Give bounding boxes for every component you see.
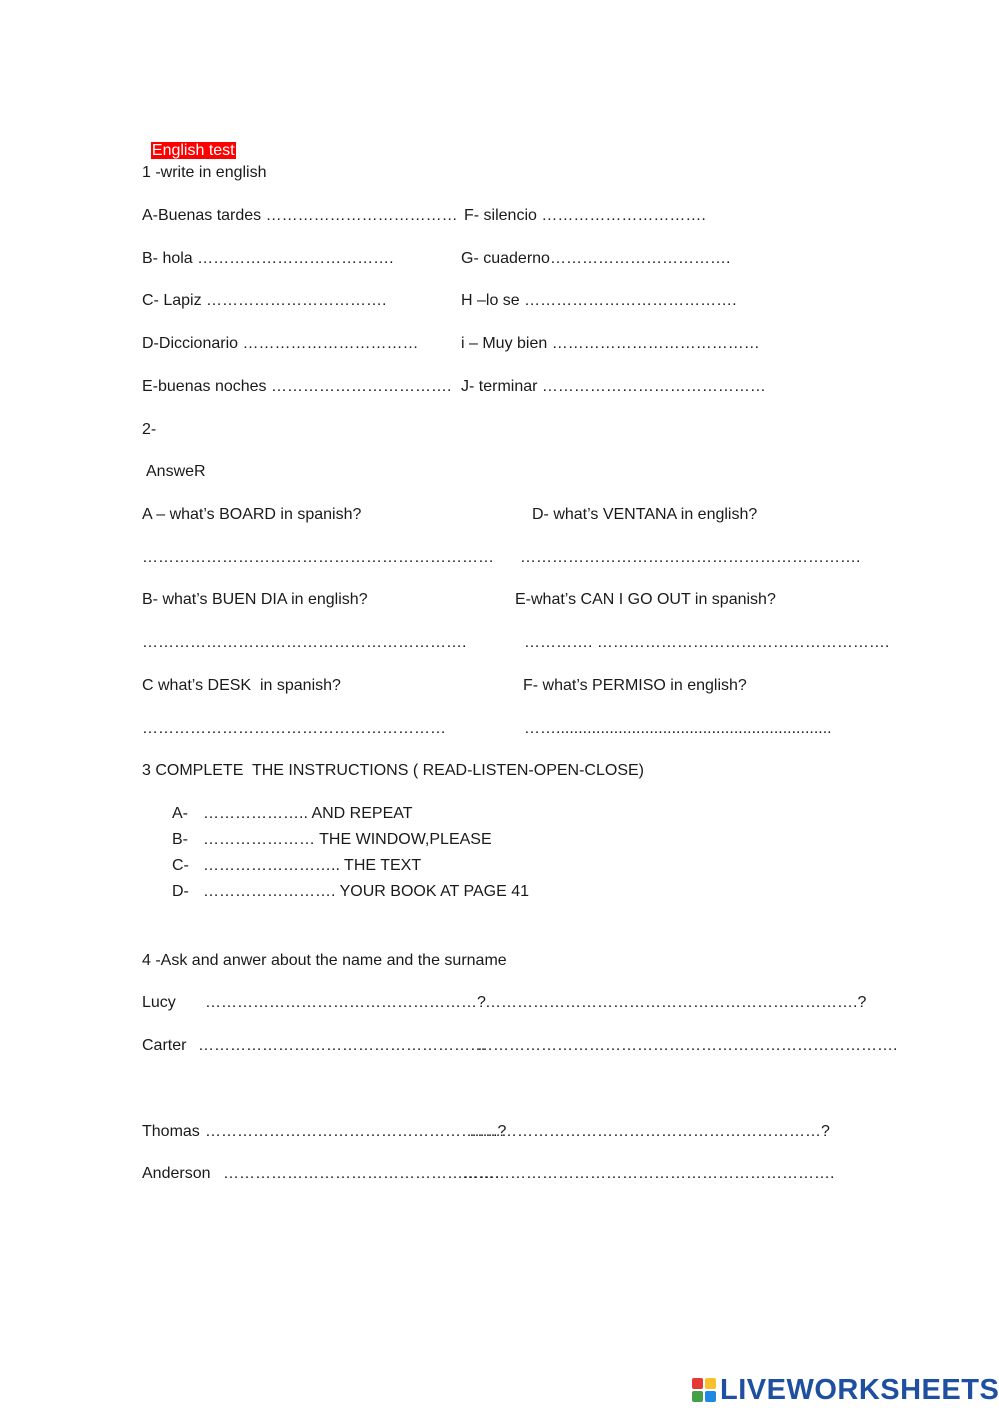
instruction-text-b: ………………… THE WINDOW,PLEASE: [203, 831, 492, 848]
logo-block-yellow: [705, 1378, 716, 1389]
question-e: E-what’s CAN I GO OUT in spanish?: [515, 591, 776, 608]
instruction-letter-c: C-: [172, 857, 189, 874]
page-title-text: English test: [151, 142, 235, 159]
section2-number: 2-: [142, 421, 157, 438]
instruction-letter-a: A-: [172, 805, 188, 822]
question-c: C what’s DESK in spanish?: [142, 677, 341, 694]
section1-heading: 1 -write in english: [142, 164, 267, 181]
page-title: [142, 121, 236, 161]
answer-blank-anderson: …………………………………………………………….: [462, 1165, 835, 1182]
name-thomas: Thomas: [142, 1123, 200, 1140]
answer-blank-f: ……..............................................................: [524, 720, 832, 737]
section1-right-j: J- terminar ……………………………………: [461, 378, 766, 395]
name-carter: Carter: [142, 1037, 187, 1054]
question-blank-lucy: ……………………………………………?: [205, 994, 486, 1011]
section1-right-h: H –lo se ………………………………….: [461, 292, 737, 309]
logo-block-green: [692, 1391, 703, 1402]
instruction-letter-d: D-: [172, 883, 189, 900]
section2-heading: AnsweR: [146, 463, 206, 480]
answer-blank-carter: …………………………………………………………………….: [477, 1037, 898, 1054]
section1-left-e: E-buenas noches …………………………….: [142, 378, 452, 395]
answer-blank-e: …………. ……………………………………………….: [524, 634, 890, 651]
section3-heading: 3 COMPLETE THE INSTRUCTIONS ( READ-LISTEN-OPEN-CLOSE): [142, 762, 644, 779]
liveworksheets-blocks-icon: [692, 1378, 716, 1402]
section1-left-c: C- Lapiz …………………………….: [142, 292, 387, 309]
question-blank-thomas: ……………………………………………….?: [205, 1123, 507, 1140]
answer-blank-a: …………………………………………………………: [142, 549, 494, 566]
name-anderson: Anderson: [142, 1165, 211, 1182]
question-f: F- what’s PERMISO in english?: [523, 677, 747, 694]
section1-left-b: B- hola ……………………………….: [142, 250, 394, 267]
section1-left-a: A-Buenas tardes ………………………………: [142, 207, 458, 224]
section1-right-i: i – Muy bien …………………………………: [461, 335, 760, 352]
section1-right-f: F- silencio ………………………….: [464, 207, 706, 224]
question-d: D- what’s VENTANA in english?: [532, 506, 758, 523]
question-a: A – what’s BOARD in spanish?: [142, 506, 362, 523]
instruction-letter-b: B-: [172, 831, 188, 848]
liveworksheets-logo[interactable]: [692, 1376, 999, 1404]
answer-blank-thomas: …………………………………………………………?: [469, 1123, 830, 1140]
section4-heading: 4 -Ask and anwer about the name and the surname: [142, 952, 507, 969]
instruction-text-c: …………………….. THE TEXT: [203, 857, 422, 874]
section1-right-g: G- cuaderno…………………………….: [461, 250, 731, 267]
answer-blank-b: …………………………………………………….: [142, 634, 467, 651]
answer-blank-c: …………………………………………………: [142, 720, 446, 737]
question-blank-carter: ………………………………………………: [198, 1037, 486, 1054]
logo-block-blue: [705, 1391, 716, 1402]
instruction-text-d: ……………………. YOUR BOOK AT PAGE 41: [203, 883, 529, 900]
question-b: B- what’s BUEN DIA in english?: [142, 591, 368, 608]
section1-left-d: D-Diccionario ……………………………: [142, 335, 419, 352]
question-blank-anderson: …………………………………………….: [223, 1165, 500, 1182]
answer-blank-lucy: …………………………………………………………….?: [485, 994, 867, 1011]
liveworksheets-brand: LIVEWORKSHEETS: [720, 1374, 999, 1406]
answer-blank-d: ……………………………………………………….: [520, 549, 861, 566]
name-lucy: Lucy: [142, 994, 176, 1011]
instruction-text-a: ……………….. AND REPEAT: [203, 805, 413, 822]
logo-block-red: [692, 1378, 703, 1389]
